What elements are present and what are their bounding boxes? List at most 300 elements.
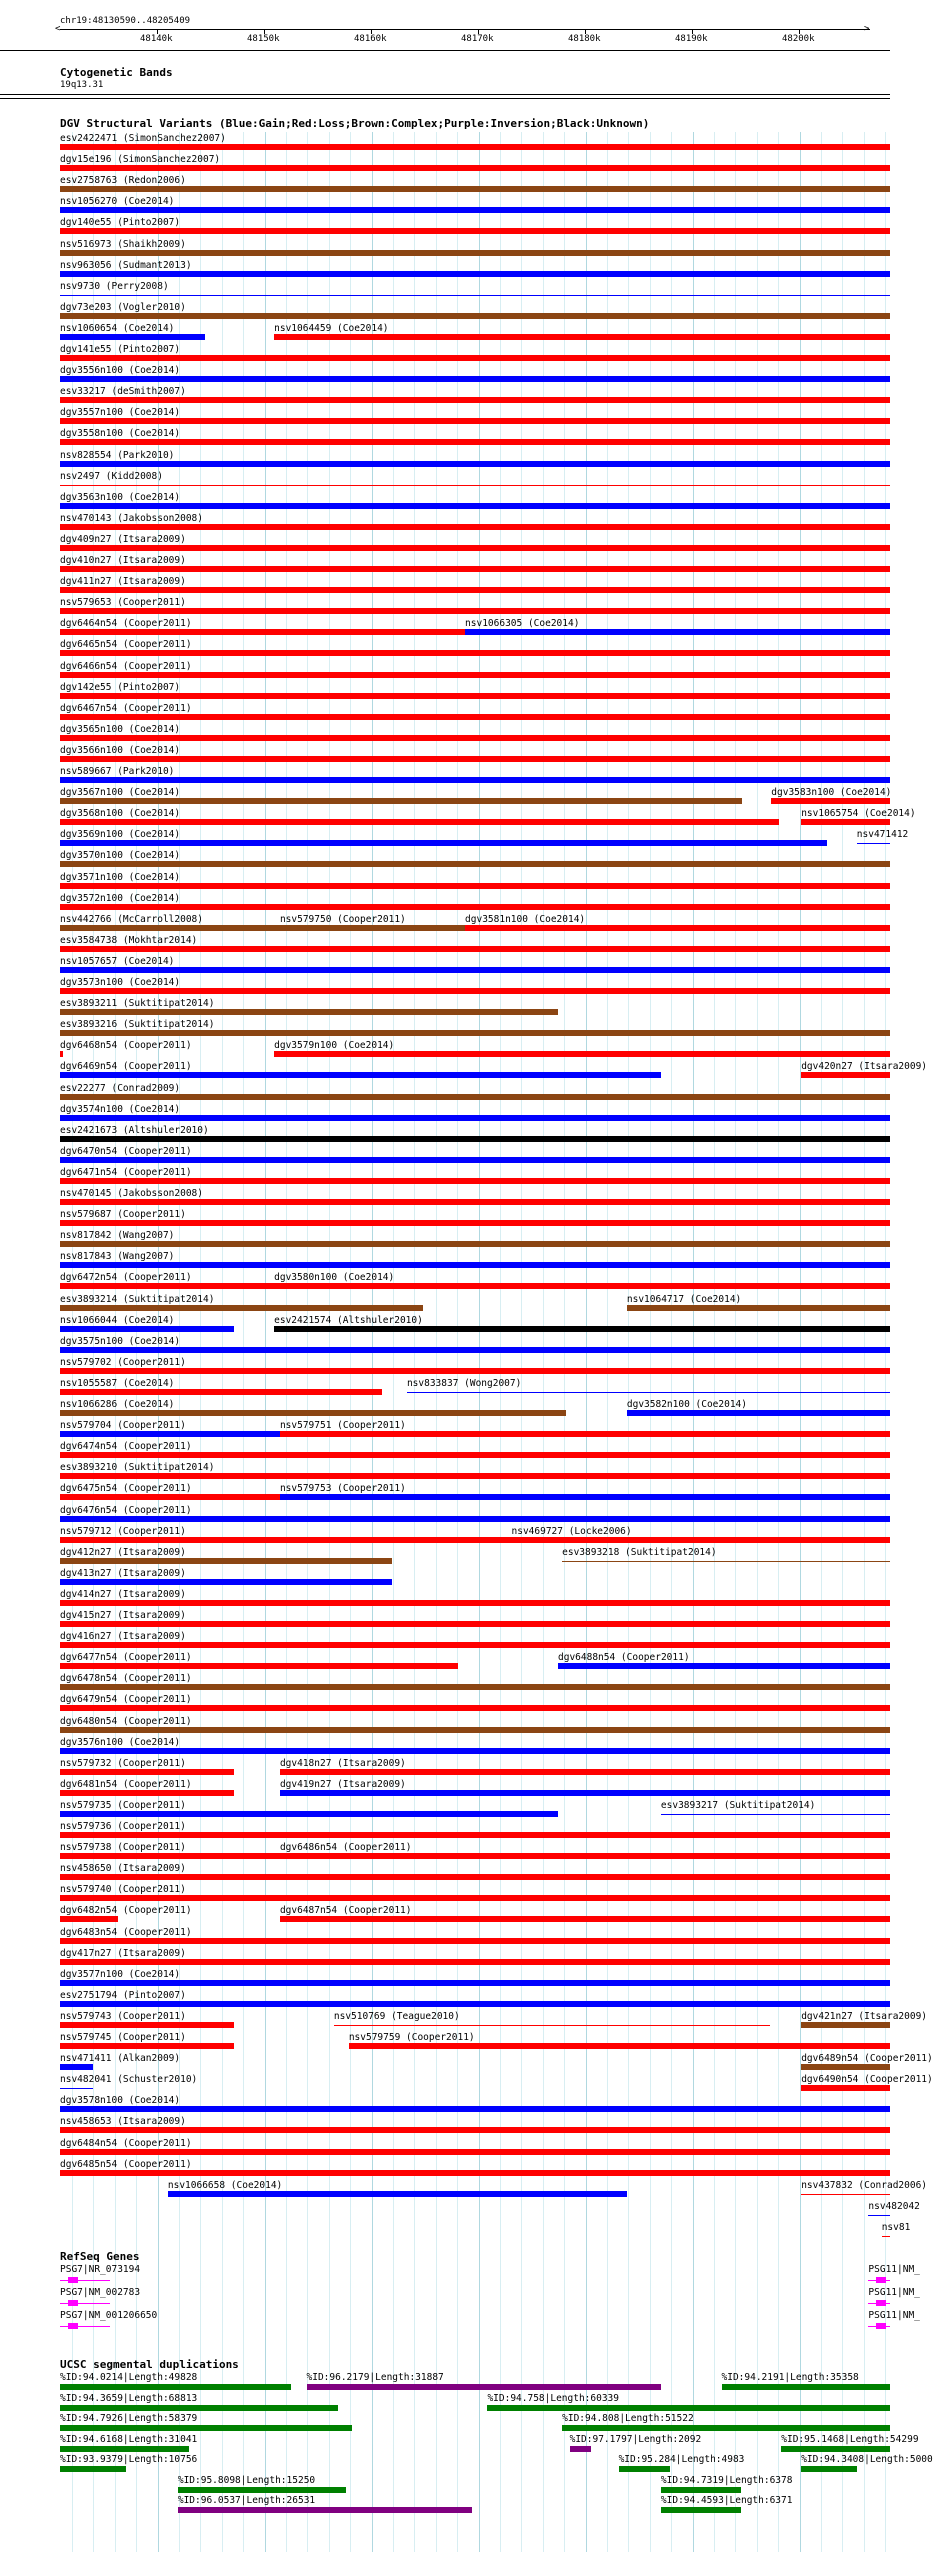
ruler-line <box>60 29 870 30</box>
variant-label: dgv6472n54 (Cooper2011) <box>60 1272 192 1284</box>
variant-bar <box>280 1494 890 1500</box>
variant-label: nsv579712 (Cooper2011) <box>60 1525 186 1537</box>
variant-bar <box>274 1326 890 1332</box>
grid-line <box>628 132 629 2552</box>
variant-bar <box>512 1537 890 1543</box>
variant-label: nsv81 <box>881 2221 911 2233</box>
variant-label: nsv470143 (Jakobsson2008) <box>60 512 203 524</box>
segdup-bar <box>60 2384 291 2390</box>
variant-label: esv3893210 (Suktitipat2014) <box>60 1462 215 1474</box>
grid-line <box>393 132 394 2552</box>
variant-bar <box>60 1326 234 1332</box>
segdup-bar <box>487 2405 890 2411</box>
segdup-label: %ID:95.284|Length:4983 <box>618 2454 745 2465</box>
variant-label: dgv6466n54 (Cooper2011) <box>60 660 192 672</box>
variant-label: dgv6470n54 (Cooper2011) <box>60 1145 192 1157</box>
variant-label: dgv3571n100 (Coe2014) <box>60 871 181 883</box>
variant-bar <box>60 840 827 846</box>
variant-bar <box>801 2022 890 2028</box>
variant-bar <box>60 1094 890 1100</box>
variant-label: dgv3576n100 (Coe2014) <box>60 1736 181 1748</box>
variant-bar <box>60 988 890 994</box>
variant-bar <box>60 1663 458 1669</box>
variant-label: dgv6468n54 (Cooper2011) <box>60 1040 192 1052</box>
variant-bar <box>60 1959 890 1965</box>
variant-label: nsv1055587 (Coe2014) <box>60 1377 175 1389</box>
variant-label: dgv419n27 (Itsara2009) <box>279 1778 406 1790</box>
variant-label: nsv1065754 (Coe2014) <box>801 808 916 820</box>
segdup-label: %ID:94.7319|Length:6378 <box>660 2474 793 2486</box>
segdup-label: %ID:96.0537|Length:26531 <box>177 2495 316 2506</box>
grid-line <box>586 132 587 2552</box>
variant-bar <box>60 587 890 593</box>
variant-label: dgv3575n100 (Coe2014) <box>60 1335 181 1347</box>
variant-label: dgv6476n54 (Cooper2011) <box>60 1504 192 1516</box>
variant-label: nsv579738 (Cooper2011) <box>60 1842 186 1854</box>
variant-label: dgv6474n54 (Cooper2011) <box>60 1441 192 1453</box>
grid-line <box>735 132 736 2552</box>
variant-label: dgv411n27 (Itsara2009) <box>60 576 186 588</box>
segdup-label: %ID:94.4593|Length:6371 <box>660 2495 793 2506</box>
gene-exon <box>68 2323 78 2329</box>
variant-label: nsv458650 (Itsara2009) <box>60 1863 186 1875</box>
variant-label: esv2421574 (Altshuler2010) <box>274 1314 423 1326</box>
variant-bar <box>60 1769 234 1775</box>
variant-bar <box>60 1916 118 1922</box>
grid-line <box>500 132 501 2552</box>
variant-bar <box>60 904 890 910</box>
grid-line <box>607 132 608 2552</box>
variant-bar <box>627 1410 890 1416</box>
variant-bar <box>60 1410 566 1416</box>
variant-label: dgv6480n54 (Cooper2011) <box>60 1715 192 1727</box>
variant-bar <box>274 1283 890 1289</box>
variant-bar <box>60 418 890 424</box>
variant-label: nsv442766 (McCarroll2008) <box>60 913 203 925</box>
variant-label: dgv3566n100 (Coe2014) <box>60 744 181 756</box>
segdup-bar <box>60 2446 189 2452</box>
segdup-label: %ID:94.3408|Length:5000 <box>801 2454 933 2465</box>
position-label: chr19:48130590..48205409 <box>60 16 191 26</box>
variant-label: dgv3556n100 (Coe2014) <box>60 365 181 377</box>
variant-label: dgv410n27 (Itsara2009) <box>60 555 186 566</box>
variant-label: nsv579732 (Cooper2011) <box>60 1757 186 1769</box>
variant-bar <box>407 1392 890 1393</box>
variant-label: dgv416n27 (Itsara2009) <box>60 1631 186 1643</box>
variant-label: dgv415n27 (Itsara2009) <box>60 1610 186 1621</box>
variant-label: nsv1066286 (Coe2014) <box>60 1399 175 1410</box>
variant-bar <box>60 1305 423 1311</box>
variant-bar <box>60 1009 558 1015</box>
variant-label: nsv1064717 (Coe2014) <box>626 1293 742 1305</box>
grid-line <box>564 132 565 2552</box>
variant-label: nsv579653 (Cooper2011) <box>60 597 186 609</box>
grid-line <box>693 132 694 2552</box>
ruler-tick-label: 48150k <box>247 34 280 44</box>
variant-label: dgv6467n54 (Cooper2011) <box>60 702 192 714</box>
variant-bar <box>60 1642 890 1648</box>
variant-bar <box>280 925 465 931</box>
grid-line <box>307 132 308 2552</box>
variant-label: dgv413n27 (Itsara2009) <box>60 1567 186 1579</box>
variant-label: dgv3558n100 (Coe2014) <box>60 428 181 440</box>
variant-bar <box>661 1814 890 1815</box>
variant-label: nsv2497 (Kidd2008) <box>60 470 163 482</box>
variant-bar <box>627 1305 890 1311</box>
cytoband-divider-1 <box>0 94 890 95</box>
variant-bar <box>60 883 890 889</box>
variant-bar <box>60 1938 890 1944</box>
variant-label: dgv6486n54 (Cooper2011) <box>279 1842 412 1854</box>
variant-label: nsv579740 (Cooper2011) <box>60 1884 186 1896</box>
grid-line <box>671 132 672 2552</box>
variant-label: dgv6482n54 (Cooper2011) <box>60 1905 192 1917</box>
segdup-label: %ID:95.8098|Length:15250 <box>177 2474 316 2486</box>
variant-bar <box>60 798 742 804</box>
variant-label: esv2758763 (Redon2006) <box>60 175 186 187</box>
dgv-track-title: DGV Structural Variants (Blue:Gain;Red:Loss;Brown:Complex;Purple:Inversion;Black:Unknown) <box>60 117 650 130</box>
variant-bar <box>60 2064 93 2070</box>
variant-bar <box>280 1790 890 1796</box>
variant-label: nsv579759 (Cooper2011) <box>348 2032 475 2043</box>
grid-line <box>714 132 715 2552</box>
variant-label: dgv3572n100 (Coe2014) <box>60 892 181 904</box>
grid-line <box>286 132 287 2552</box>
variant-label: esv2421673 (Altshuler2010) <box>60 1124 209 1136</box>
variant-bar <box>60 1516 890 1522</box>
variant-label: esv3584738 (Mokhtar2014) <box>60 934 198 946</box>
variant-bar <box>60 1241 890 1247</box>
variant-label: dgv412n27 (Itsara2009) <box>60 1546 186 1558</box>
variant-label: dgv417n27 (Itsara2009) <box>60 1947 186 1959</box>
ruler-tick-label: 48180k <box>568 34 601 44</box>
ruler-tick-label: 48200k <box>782 34 815 44</box>
segdup-label: %ID:97.1797|Length:2092 <box>569 2433 702 2445</box>
variant-bar <box>60 819 779 825</box>
variant-label: dgv3582n100 (Coe2014) <box>626 1399 747 1410</box>
gene-label: PSG7|NM_002783 <box>60 2287 141 2298</box>
gene-label: PSG11|NM_ <box>868 2264 920 2275</box>
gene-exon <box>876 2277 886 2283</box>
variant-label: nsv516973 (Shaikh2009) <box>60 238 186 250</box>
segdup-label: %ID:94.2191|Length:35358 <box>721 2372 859 2383</box>
variant-label: dgv140e55 (Pinto2007) <box>60 217 181 229</box>
variant-label: nsv1057657 (Coe2014) <box>60 955 175 967</box>
variant-bar <box>801 2085 890 2091</box>
variant-bar <box>60 355 890 361</box>
variant-label: nsv589667 (Park2010) <box>60 766 175 777</box>
variant-bar <box>274 334 890 340</box>
segdup-bar <box>60 2425 352 2431</box>
variant-bar <box>60 1790 234 1796</box>
variant-label: nsv1066044 (Coe2014) <box>60 1314 175 1326</box>
variant-label: dgv6489n54 (Cooper2011) <box>801 2053 933 2065</box>
variant-label: dgv3580n100 (Coe2014) <box>274 1272 395 1284</box>
variant-bar <box>60 777 890 783</box>
segdup-bar <box>619 2466 670 2472</box>
variant-bar <box>60 165 890 171</box>
grid-line <box>543 132 544 2552</box>
gene-label: PSG7|NR_073194 <box>60 2264 141 2275</box>
variant-bar <box>60 1262 890 1268</box>
variant-bar <box>868 2215 890 2216</box>
variant-bar <box>60 1537 525 1543</box>
variant-bar <box>801 819 890 825</box>
variant-bar <box>60 2022 234 2028</box>
ruler-tick-label: 48190k <box>675 34 708 44</box>
variant-label: dgv3570n100 (Coe2014) <box>60 850 181 862</box>
variant-label: dgv73e203 (Vogler2010) <box>60 301 186 313</box>
variant-label: nsv510769 (Teague2010) <box>333 2010 460 2022</box>
variant-label: nsv579745 (Cooper2011) <box>60 2032 186 2043</box>
ruler-tick-label: 48140k <box>140 34 173 44</box>
variant-label: nsv458653 (Itsara2009) <box>60 2116 186 2128</box>
variant-label: dgv6481n54 (Cooper2011) <box>60 1778 192 1790</box>
variant-bar <box>60 271 890 277</box>
variant-label: dgv3574n100 (Coe2014) <box>60 1103 181 1115</box>
variant-bar <box>60 566 890 572</box>
segdup-bar <box>801 2466 857 2472</box>
variant-bar <box>60 295 890 296</box>
variant-label: dgv141e55 (Pinto2007) <box>60 344 181 355</box>
variant-bar <box>60 485 890 486</box>
variant-label: dgv3567n100 (Coe2014) <box>60 787 181 799</box>
variant-bar <box>60 397 890 403</box>
segdup-bar <box>307 2384 661 2390</box>
ruler-tick-label: 48160k <box>354 34 387 44</box>
variant-bar <box>60 439 890 445</box>
variant-bar <box>60 1431 280 1437</box>
variant-label: esv3893211 (Suktitipat2014) <box>60 998 215 1010</box>
variant-label: dgv6478n54 (Cooper2011) <box>60 1673 192 1685</box>
variant-bar <box>60 144 890 150</box>
variant-bar <box>882 2236 890 2237</box>
segdup-bar <box>722 2384 890 2390</box>
variant-label: nsv1064459 (Coe2014) <box>274 322 389 334</box>
variant-bar <box>280 1431 890 1437</box>
variant-label: nsv579704 (Cooper2011) <box>60 1420 186 1432</box>
grid-line <box>457 132 458 2552</box>
variant-bar <box>60 925 280 931</box>
segdup-label: %ID:94.7926|Length:58379 <box>60 2413 198 2424</box>
segdup-label: %ID:94.808|Length:51522 <box>562 2413 694 2424</box>
grid-line <box>414 132 415 2552</box>
variant-label: dgv6464n54 (Cooper2011) <box>60 618 192 630</box>
variant-bar <box>60 1030 890 1036</box>
variant-label: dgv6479n54 (Cooper2011) <box>60 1694 192 1706</box>
grid-line <box>436 132 437 2552</box>
variant-bar <box>168 2191 627 2197</box>
variant-bar <box>60 1980 890 1986</box>
variant-bar <box>60 1494 280 1500</box>
variant-bar <box>60 608 890 614</box>
variant-bar <box>60 313 890 319</box>
variant-label: nsv579753 (Cooper2011) <box>279 1483 406 1495</box>
segdup-bar <box>60 2405 338 2411</box>
variant-label: dgv6488n54 (Cooper2011) <box>558 1652 690 1664</box>
variant-bar <box>349 2043 890 2049</box>
segdup-label: %ID:95.1468|Length:54299 <box>781 2433 919 2445</box>
variant-label: esv3893214 (Suktitipat2014) <box>60 1293 215 1305</box>
variant-label: nsv471411 (Alkan2009) <box>60 2053 181 2065</box>
variant-bar <box>280 1916 890 1922</box>
variant-label: nsv9730 (Perry2008) <box>60 280 169 292</box>
variant-label: nsv1066658 (Coe2014) <box>167 2179 283 2191</box>
variant-bar <box>60 334 205 340</box>
variant-bar <box>60 693 890 699</box>
ruler-tick-label: 48170k <box>461 34 494 44</box>
grid-line <box>329 132 330 2552</box>
variant-label: dgv3573n100 (Coe2014) <box>60 977 181 988</box>
variant-label: dgv3563n100 (Coe2014) <box>60 491 181 503</box>
variant-bar <box>280 1853 890 1859</box>
variant-bar <box>60 186 890 192</box>
gene-exon <box>876 2323 886 2329</box>
variant-label: nsv579751 (Cooper2011) <box>279 1420 406 1432</box>
gene-exon <box>68 2300 78 2306</box>
variant-bar <box>60 1157 890 1163</box>
variant-bar <box>60 2127 890 2133</box>
grid-line <box>778 132 779 2552</box>
grid-line <box>350 132 351 2552</box>
variant-label: dgv6490n54 (Cooper2011) <box>801 2074 933 2086</box>
variant-label: dgv6475n54 (Cooper2011) <box>60 1483 192 1495</box>
variant-label: dgv6469n54 (Cooper2011) <box>60 1061 192 1073</box>
variant-bar <box>60 2001 890 2007</box>
variant-label: dgv6485n54 (Cooper2011) <box>60 2158 192 2170</box>
variant-label: dgv3578n100 (Coe2014) <box>60 2095 181 2107</box>
variant-label: nsv963056 (Sudmant2013) <box>60 259 192 271</box>
variant-bar <box>60 1579 392 1585</box>
gene-label: PSG7|NM_001206650 <box>60 2310 158 2321</box>
grid-line <box>757 132 758 2552</box>
variant-bar <box>60 1178 890 1184</box>
segdup-bar <box>60 2466 126 2472</box>
variant-bar <box>60 524 890 530</box>
variant-bar <box>60 1727 890 1733</box>
variant-bar <box>60 1705 890 1711</box>
variant-bar <box>60 503 890 509</box>
segdup-bar <box>661 2487 741 2493</box>
variant-bar <box>801 2194 890 2195</box>
ruler-divider <box>0 50 890 51</box>
variant-bar <box>60 672 890 678</box>
variant-bar <box>60 946 890 952</box>
variant-label: dgv15e196 (SimonSanchez2007) <box>60 154 221 166</box>
variant-label: nsv833837 (Wong2007) <box>406 1377 522 1389</box>
variant-bar <box>280 1769 890 1775</box>
grid-line <box>650 132 651 2552</box>
variant-label: esv3893216 (Suktitipat2014) <box>60 1019 215 1031</box>
variant-label: esv2422471 (SimonSanchez2007) <box>60 133 226 144</box>
variant-bar <box>857 843 890 844</box>
variant-label: nsv817843 (Wang2007) <box>60 1251 175 1263</box>
variant-bar <box>60 1684 890 1690</box>
variant-bar <box>60 1600 890 1606</box>
variant-label: nsv579743 (Cooper2011) <box>60 2010 186 2022</box>
variant-bar <box>334 2025 771 2026</box>
variant-label: dgv3557n100 (Coe2014) <box>60 407 181 419</box>
variant-bar <box>801 1072 890 1078</box>
grid-line <box>521 132 522 2552</box>
ruler-left-arrow-icon: < <box>55 24 61 34</box>
segdup-label: %ID:94.3659|Length:68813 <box>60 2392 198 2404</box>
segdup-bar <box>178 2487 346 2493</box>
segdup-track-title: UCSC segmental duplications <box>60 2358 239 2371</box>
variant-label: nsv1060654 (Coe2014) <box>60 322 175 334</box>
variant-label: dgv3568n100 (Coe2014) <box>60 808 181 820</box>
variant-label: dgv6471n54 (Cooper2011) <box>60 1166 192 1178</box>
variant-bar <box>60 228 890 234</box>
variant-bar <box>60 2043 234 2049</box>
variant-label: dgv418n27 (Itsara2009) <box>279 1757 406 1769</box>
variant-label: nsv471412 <box>856 829 909 841</box>
cytoband-divider-2 <box>0 98 890 99</box>
variant-bar <box>60 861 890 867</box>
segdup-label: %ID:94.758|Length:60339 <box>487 2392 619 2404</box>
variant-label: dgv3565n100 (Coe2014) <box>60 723 181 735</box>
gene-label: PSG11|NM_ <box>868 2310 920 2321</box>
variant-bar <box>60 2149 890 2155</box>
variant-label: nsv469727 (Locke2006) <box>511 1525 632 1537</box>
variant-bar <box>60 1558 392 1564</box>
variant-bar <box>60 2170 890 2176</box>
variant-bar <box>60 545 890 551</box>
variant-label: dgv6477n54 (Cooper2011) <box>60 1652 192 1664</box>
segdup-bar <box>781 2446 890 2452</box>
variant-label: nsv1066305 (Coe2014) <box>465 618 580 630</box>
segdup-bar <box>562 2425 890 2431</box>
variant-bar <box>60 650 890 656</box>
cytoband-label: 19q13.31 <box>60 80 104 90</box>
variant-bar <box>60 1452 890 1458</box>
grid-line <box>479 132 480 2552</box>
variant-label: esv3893218 (Suktitipat2014) <box>562 1546 717 1558</box>
variant-bar <box>60 967 890 973</box>
variant-bar <box>60 1874 890 1880</box>
segdup-label: %ID:94.0214|Length:49828 <box>60 2372 198 2383</box>
variant-label: dgv6483n54 (Cooper2011) <box>60 1926 192 1938</box>
segdup-label: %ID:93.9379|Length:10756 <box>60 2454 198 2465</box>
segdup-bar <box>661 2507 741 2513</box>
variant-bar <box>60 1748 890 1754</box>
variant-bar <box>60 1051 63 1057</box>
variant-label: dgv414n27 (Itsara2009) <box>60 1588 186 1600</box>
variant-label: dgv6487n54 (Cooper2011) <box>279 1905 412 1917</box>
variant-label: dgv6465n54 (Cooper2011) <box>60 639 192 651</box>
variant-bar <box>771 798 890 804</box>
variant-label: dgv420n27 (Itsara2009) <box>801 1061 928 1073</box>
variant-label: dgv3581n100 (Coe2014) <box>465 913 586 925</box>
ruler-right-arrow-icon: > <box>864 24 870 34</box>
variant-bar <box>60 1895 890 1901</box>
variant-bar <box>60 1136 890 1142</box>
variant-bar <box>60 2088 93 2089</box>
variant-bar <box>60 756 890 762</box>
variant-label: nsv470145 (Jakobsson2008) <box>60 1188 203 1199</box>
segdup-label: %ID:96.2179|Length:31887 <box>306 2372 444 2383</box>
variant-label: nsv579735 (Cooper2011) <box>60 1799 186 1811</box>
variant-bar <box>60 1621 890 1627</box>
variant-label: dgv3579n100 (Coe2014) <box>274 1040 395 1052</box>
grid-line <box>372 132 373 2552</box>
variant-bar <box>60 1199 890 1205</box>
variant-bar <box>274 1051 890 1057</box>
variant-bar <box>60 461 890 467</box>
variant-bar <box>60 1389 382 1395</box>
gene-exon <box>68 2277 78 2283</box>
variant-bar <box>60 250 890 256</box>
